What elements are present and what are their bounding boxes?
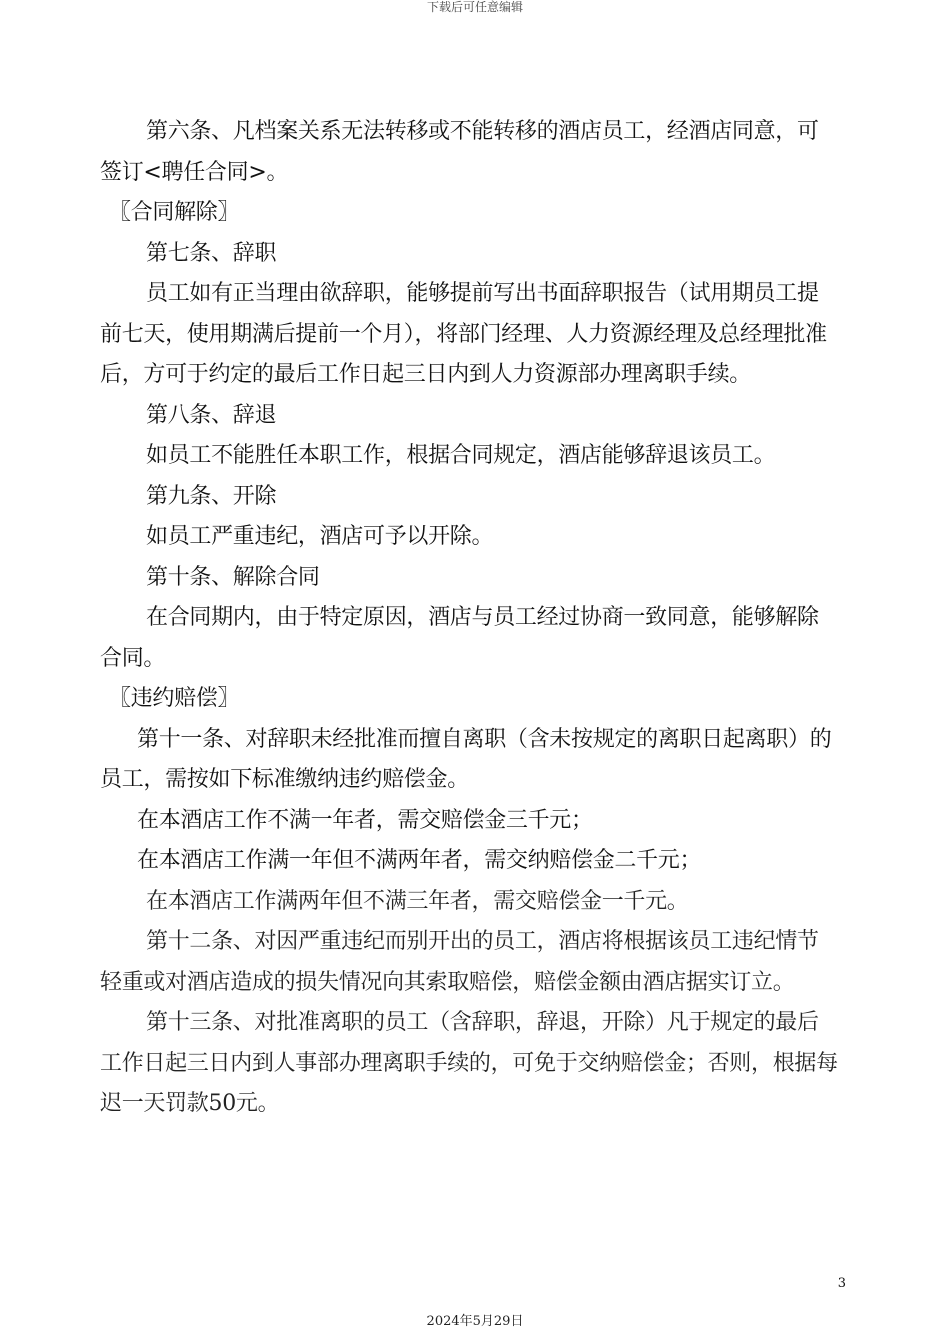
article-7-heading: 第七条、辞职 [146, 240, 277, 266]
paragraph-article-12: 第十二条、对因严重违纪而别开出的员工，酒店将根据该员工违纪情节轻重或对酒店造成的损失情况向其索取赔偿，赔偿金额由酒店据实订立。 [100, 929, 819, 995]
paragraph-article-6: 第六条、凡档案关系无法转移或不能转移的酒店员工，经酒店同意，可签订<聘任合同>。 [100, 119, 819, 185]
paragraph-article-11: 第十一条、对辞职未经批准而擅自离职（含未按规定的离职日起离职）的员工，需按如下标准缴纳违约赔偿金。 [100, 726, 832, 792]
section-heading-breach-compensation: 〖违约赔偿〗 [109, 686, 240, 711]
paragraph-article-13: 第十三条、对批准离职的员工（含辞职，辞退，开除）凡于规定的最后工作日起三日内到人事部办理离职手续的，可免于交纳赔偿金；否则，根据每迟一天罚款50元。 [100, 1010, 838, 1116]
paragraph-resignation: 员工如有正当理由欲辞职，能够提前写出书面辞职报告（试用期员工提前七天，使用期满后提前一个月），将部门经理、人力资源经理及总经理批准后，方可于约定的最后工作日起三日内到人力资源部办理离职手续。 [100, 281, 827, 387]
compensation-tier-2: 在本酒店工作满一年但不满两年者，需交纳赔偿金二千元； [137, 848, 702, 873]
page-number: 3 [837, 1276, 846, 1291]
article-8-heading: 第八条、辞退 [146, 402, 277, 428]
paragraph-dismissal: 如员工不能胜任本职工作，根据合同规定，酒店能够辞退该员工。 [146, 443, 776, 468]
section-heading-contract-termination: 〖合同解除〗 [109, 200, 240, 225]
page-footer-date: 2024年5月29日 [426, 1314, 524, 1329]
compensation-tier-1: 在本酒店工作不满一年者，需交赔偿金三千元； [137, 807, 593, 833]
paragraph-expulsion: 如员工严重违纪，酒店可予以开除。 [146, 524, 494, 549]
article-9-heading: 第九条、开除 [146, 483, 277, 509]
compensation-tier-3: 在本酒店工作满两年但不满三年者，需交赔偿金一千元。 [146, 888, 689, 914]
article-10-heading: 第十条、解除合同 [146, 564, 320, 590]
page-header: 下载后可任意编辑 [426, 0, 523, 14]
paragraph-contract-rescission: 在合同期内，由于特定原因，酒店与员工经过协商一致同意，能够解除合同。 [100, 605, 819, 671]
document-body [100, 112, 840, 1125]
